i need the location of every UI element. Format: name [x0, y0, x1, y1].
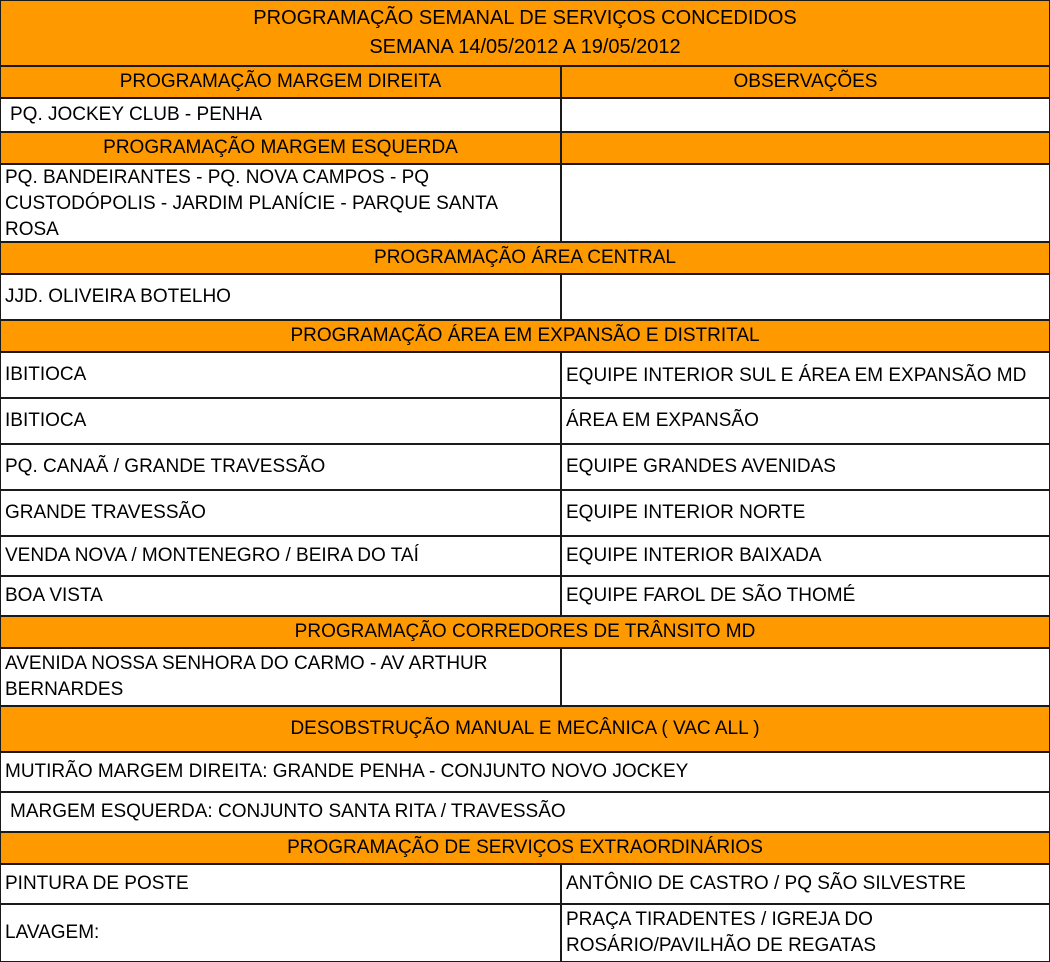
table-row-servico: PINTURA DE POSTE — [0, 864, 561, 904]
table-row-obs — [561, 648, 1050, 706]
section-header-corredores: PROGRAMAÇÃO CORREDORES DE TRÂNSITO MD — [0, 616, 1050, 648]
table-row-obs: EQUIPE INTERIOR NORTE — [561, 490, 1050, 536]
section-header-area-expansao: PROGRAMAÇÃO ÁREA EM EXPANSÃO E DISTRITAL — [0, 320, 1050, 352]
table-row-local: IBITIOCA — [0, 398, 561, 444]
section-header-margem-esquerda: PROGRAMAÇÃO MARGEM ESQUERDA — [0, 132, 561, 164]
section-header-blank — [561, 132, 1050, 164]
table-title — [0, 0, 1050, 66]
table-row-local: JJD. OLIVEIRA BOTELHO — [0, 274, 561, 320]
table-row-local: AVENIDA NOSSA SENHORA DO CARMO - AV ARTHUR BERNARDES — [0, 648, 561, 706]
table-row-local: PRAÇA TIRADENTES / IGREJA DO ROSÁRIO/PAVILHÃO DE REGATAS — [561, 904, 1050, 962]
table-row-obs: EQUIPE GRANDES AVENIDAS — [561, 444, 1050, 490]
table-row-obs — [561, 164, 1050, 242]
table-row-local: PQ. BANDEIRANTES - PQ. NOVA CAMPOS - PQ CUSTODÓPOLIS - JARDIM PLANÍCIE - PARQUE SANTA ROSA — [0, 164, 561, 242]
title-line-1: PROGRAMAÇÃO SEMANAL DE SERVIÇOS CONCEDIDOS — [253, 7, 797, 29]
table-row-local: IBITIOCA — [0, 352, 561, 398]
table-row-local: VENDA NOVA / MONTENEGRO / BEIRA DO TAÍ — [0, 536, 561, 576]
title-line-2: SEMANA 14/05/2012 A 19/05/2012 — [369, 36, 681, 58]
table-row-servico: LAVAGEM: — [0, 904, 561, 962]
table-row: MARGEM ESQUERDA: CONJUNTO SANTA RITA / TRAVESSÃO — [0, 792, 1050, 832]
table-row-obs: EQUIPE FAROL DE SÃO THOMÉ — [561, 576, 1050, 616]
table-row-obs — [561, 98, 1050, 132]
section-header-desobstrucao: DESOBSTRUÇÃO MANUAL E MECÂNICA ( VAC ALL ) — [0, 706, 1050, 752]
section-header-area-central: PROGRAMAÇÃO ÁREA CENTRAL — [0, 242, 1050, 274]
table-row-obs: EQUIPE INTERIOR BAIXADA — [561, 536, 1050, 576]
table-row-obs: ÁREA EM EXPANSÃO — [561, 398, 1050, 444]
table-row-local: PQ. JOCKEY CLUB - PENHA — [0, 98, 561, 132]
table-row-local: PQ. CANAÃ / GRANDE TRAVESSÃO — [0, 444, 561, 490]
observacoes-header: OBSERVAÇÕES — [561, 66, 1050, 98]
table-row-local: BOA VISTA — [0, 576, 561, 616]
table-row: MUTIRÃO MARGEM DIREITA: GRANDE PENHA - CONJUNTO NOVO JOCKEY — [0, 752, 1050, 792]
table-row-obs: EQUIPE INTERIOR SUL E ÁREA EM EXPANSÃO MD — [561, 352, 1050, 398]
table-row-obs — [561, 274, 1050, 320]
table-row-local: ANTÔNIO DE CASTRO / PQ SÃO SILVESTRE — [561, 864, 1050, 904]
section-header-extraordinarios: PROGRAMAÇÃO DE SERVIÇOS EXTRAORDINÁRIOS — [0, 832, 1050, 864]
table-row-local: GRANDE TRAVESSÃO — [0, 490, 561, 536]
section-header-margem-direita: PROGRAMAÇÃO MARGEM DIREITA — [0, 66, 561, 98]
